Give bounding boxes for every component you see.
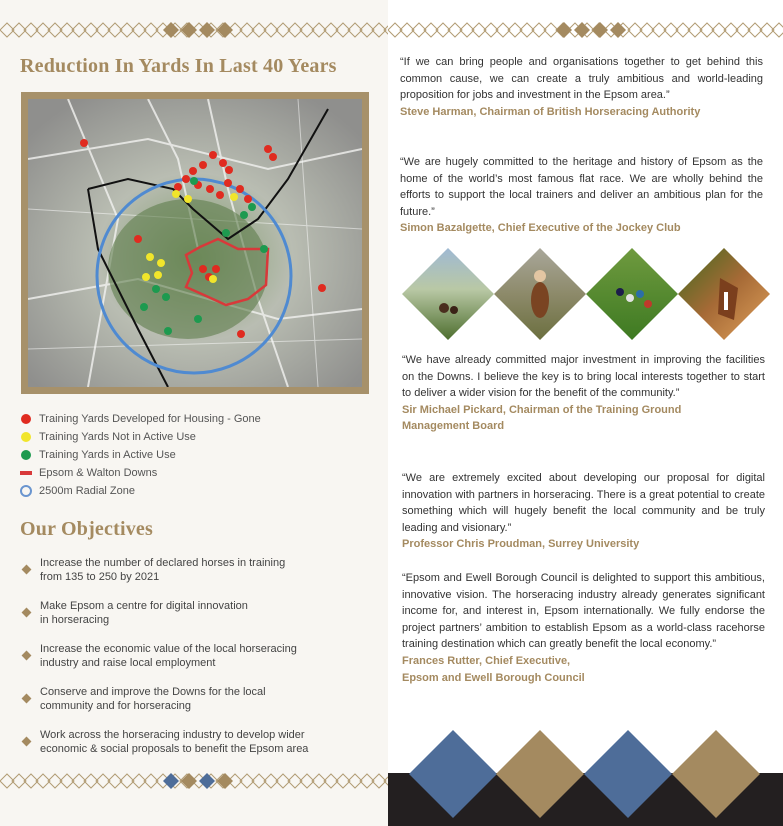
- legend-item-active: [20, 446, 370, 464]
- objective-item: [20, 591, 372, 634]
- objective-item: [20, 677, 372, 720]
- quote-harman: [400, 54, 763, 120]
- left-panel: [0, 0, 388, 826]
- quote-attribution: Simon Bazalgette, Chief Executive of the Jockey Club: [400, 222, 681, 235]
- objective-line: community and for horseracing: [40, 699, 192, 712]
- green-dot-icon: [21, 450, 31, 460]
- photo-diamonds: [402, 248, 772, 340]
- objective-line: industry and raise local employment: [40, 656, 216, 669]
- jockey-close-up-photo: [494, 248, 586, 340]
- objective-line: Work across the horseracing industry to develop wider: [40, 728, 305, 741]
- horse-head-photo: [678, 248, 770, 340]
- objectives-list: [20, 548, 372, 763]
- diamond-bullet-icon: [22, 565, 32, 575]
- quote-text: “Epsom and Ewell Borough Council is delighted to support this ambitious, innovative vision. The horseracing industry already generates significant income for, and interest in, Epsom internationally. We fully endorse the project partners’ ambition to establish Epsom as a world-class racehorse training destination which can greatly benefit the local economy.”: [402, 572, 765, 651]
- quote-attribution: Frances Rutter, Chief Executive,: [402, 654, 571, 667]
- legend-label: Training Yards Not in Active Use: [39, 431, 196, 443]
- objective-line: in horseracing: [40, 613, 110, 626]
- legend-item-downs: [20, 464, 370, 482]
- objective-line: economic & social proposals to benefit the Epsom area: [40, 742, 309, 755]
- map-title: Reduction In Yards In Last 40 Years: [20, 55, 337, 77]
- quote-attribution: Management Board: [402, 420, 505, 433]
- diamond-bullet-icon: [22, 694, 32, 704]
- diamond-bullet-icon: [22, 737, 32, 747]
- diamond-bullet-icon: [22, 608, 32, 618]
- top-left-diamond-border: [0, 20, 388, 40]
- legend-item-not-active: [20, 428, 370, 446]
- right-panel: [388, 0, 783, 826]
- yards-map: [28, 99, 362, 387]
- quote-text: “We have already committed major investment in improving the facilities on the Downs. I believe the key is to bring local interests together to start to deliver a wider vision for the benefit of the community.”: [402, 354, 765, 400]
- quote-attribution: Epsom and Ewell Borough Council: [402, 671, 585, 684]
- quote-pickard: [402, 352, 765, 435]
- bottom-left-diamond-border: [0, 771, 388, 791]
- quote-text: “We are extremely excited about developing our proposal for digital innovation with partners in horseracing. There is a great potential to create something which will hugely benefit the local community and be truly leading and visionary.”: [402, 472, 765, 534]
- red-dot-icon: [21, 414, 31, 424]
- quote-text: “We are hugely committed to the heritage and history of Epsom as the home of the world’s most famous flat race. We are wholly behind the efforts to support the local trainers and deliver an ambitious plan for the future.”: [400, 156, 763, 218]
- map-legend: [20, 410, 370, 500]
- quote-bazalgette: [400, 154, 763, 237]
- yellow-dot-icon: [21, 432, 31, 442]
- quote-rutter: [402, 570, 765, 686]
- race-field-photo: [586, 248, 678, 340]
- objectives-title: Our Objectives: [20, 518, 153, 540]
- legend-label: Epsom & Walton Downs: [39, 467, 158, 479]
- yards-map-frame: [21, 92, 369, 394]
- legend-label: Training Yards in Active Use: [39, 449, 176, 461]
- diamond-bullet-icon: [22, 651, 32, 661]
- objective-line: Increase the number of declared horses in training: [40, 556, 286, 569]
- top-right-diamond-border: [388, 20, 783, 40]
- objective-line: from 135 to 250 by 2021: [40, 570, 160, 583]
- quote-attribution: Steve Harman, Chairman of British Horseracing Authority: [400, 105, 701, 118]
- legend-item-housing: [20, 410, 370, 428]
- legend-label: Training Yards Developed for Housing - Gone: [39, 413, 261, 425]
- objective-item: [20, 720, 372, 763]
- objective-line: Conserve and improve the Downs for the local: [40, 685, 266, 698]
- riders-on-downs-photo: [402, 248, 494, 340]
- objective-item: [20, 634, 372, 677]
- yards-map-graphic: [28, 99, 362, 387]
- quote-text: “If we can bring people and organisations together to get behind this common cause, we can create a truly ambitious and world-leading proposition for jobs and investment in the Epsom area.”: [400, 56, 763, 102]
- quote-attribution: Sir Michael Pickard, Chairman of the Training Ground: [402, 403, 682, 416]
- red-bar-icon: [20, 471, 32, 475]
- legend-item-radial-zone: [20, 482, 370, 500]
- objective-item: [20, 548, 372, 591]
- quote-proudman: [402, 470, 765, 553]
- blue-ring-icon: [20, 485, 32, 497]
- legend-label: 2500m Radial Zone: [39, 485, 136, 497]
- objective-line: Make Epsom a centre for digital innovation: [40, 599, 248, 612]
- objective-line: Increase the economic value of the local horseracing: [40, 642, 297, 655]
- quote-attribution: Professor Chris Proudman, Surrey University: [402, 538, 640, 551]
- bottom-diamond-pattern: [388, 728, 783, 826]
